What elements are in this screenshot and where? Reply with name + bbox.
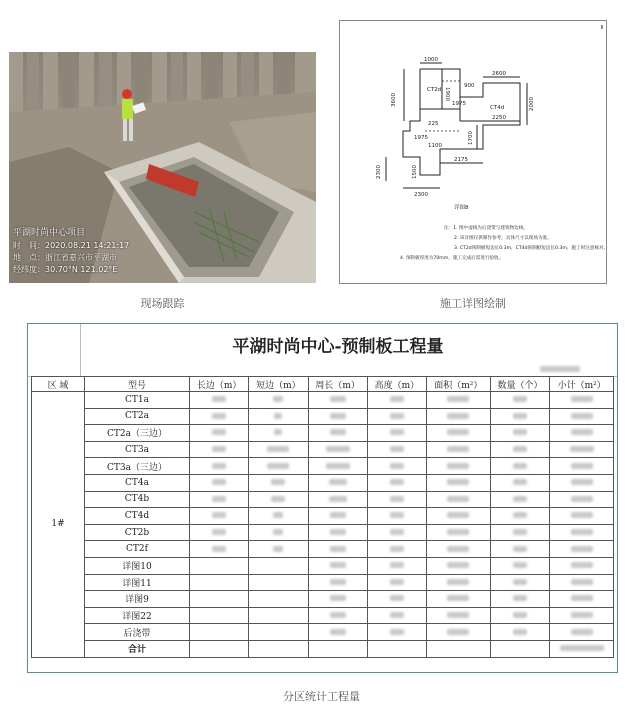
value-cell — [550, 408, 614, 425]
value-cell — [427, 458, 491, 475]
value-cell — [367, 524, 426, 541]
model-cell: 详图10 — [85, 557, 190, 574]
redacted-value — [271, 496, 285, 502]
redacted-value — [447, 413, 469, 419]
drawing-note-3: 3. CT2d预制板短边长0.3m，CT4d预制板短边长0.3m，施工时注意核对。 — [454, 246, 606, 251]
value-cell — [550, 557, 614, 574]
redacted-value — [447, 446, 469, 452]
table-row — [32, 458, 614, 475]
redacted-value — [571, 579, 593, 585]
total-value-cell — [308, 640, 367, 657]
drawing-note-1: 注：1. 图中虚线为后浇带与建筑物边线。 — [444, 226, 528, 231]
redacted-value — [330, 579, 346, 585]
redacted-value — [390, 529, 404, 535]
value-cell — [190, 392, 249, 409]
value-cell — [367, 591, 426, 608]
redacted-value — [271, 479, 285, 485]
drawing-caption: 详图8 — [454, 205, 469, 211]
value-cell — [490, 524, 550, 541]
value-cell — [249, 591, 308, 608]
value-cell — [249, 491, 308, 508]
redacted-value — [447, 546, 469, 552]
overlay-location: 地 点：浙江省嘉兴市平湖市 — [13, 253, 117, 262]
value-cell — [550, 574, 614, 591]
redacted-value — [513, 612, 527, 618]
redacted-value — [513, 629, 527, 635]
redacted-value — [273, 396, 283, 402]
value-cell — [190, 508, 249, 525]
value-cell — [427, 541, 491, 558]
redacted-value — [330, 595, 346, 601]
value-cell — [490, 541, 550, 558]
redacted-value — [513, 562, 527, 568]
total-value-cell — [190, 640, 249, 657]
dim-1900: 1900 — [444, 87, 450, 101]
redacted-value — [390, 463, 404, 469]
value-cell — [308, 624, 367, 641]
value-cell — [308, 425, 367, 442]
table-row — [32, 474, 614, 491]
value-cell — [427, 474, 491, 491]
value-cell — [249, 392, 308, 409]
overlay-time: 时 间：2020.08.21 14:21:17 — [13, 241, 130, 250]
redacted-value — [513, 446, 527, 452]
dim-2300b: 2300 — [414, 192, 428, 198]
model-cell: CT2b — [85, 524, 190, 541]
value-cell — [550, 624, 614, 641]
value-cell — [490, 425, 550, 442]
redacted-value — [390, 446, 404, 452]
total-value-cell — [427, 640, 491, 657]
value-cell — [367, 624, 426, 641]
value-cell — [308, 541, 367, 558]
dim-2250: 2250 — [492, 115, 506, 121]
model-cell: CT1a — [85, 392, 190, 409]
value-cell — [490, 574, 550, 591]
dim-2300a: 2300 — [376, 165, 382, 179]
value-cell — [490, 508, 550, 525]
redacted-value — [273, 529, 283, 535]
value-cell — [190, 491, 249, 508]
drawing-note-4: 4. 预制板厚度为70mm，施工完成后需进行验收。 — [400, 256, 504, 261]
redacted-value — [571, 429, 593, 435]
redacted-value — [447, 429, 469, 435]
value-cell — [249, 624, 308, 641]
redacted-value — [274, 429, 282, 435]
value-cell — [427, 441, 491, 458]
redacted-value — [390, 579, 404, 585]
dim-2000: 2000 — [529, 97, 535, 111]
quantity-table — [31, 376, 614, 658]
redacted-value — [212, 546, 226, 552]
sheet-title: 平湖时尚中心-预制板工程量 — [232, 337, 444, 357]
value-cell — [367, 607, 426, 624]
redacted-value — [447, 595, 469, 601]
redacted-value — [267, 463, 289, 469]
value-cell — [249, 574, 308, 591]
value-cell — [550, 524, 614, 541]
value-cell — [427, 508, 491, 525]
redacted-value — [570, 446, 594, 452]
value-cell — [249, 508, 308, 525]
value-cell — [490, 392, 550, 409]
value-cell — [308, 557, 367, 574]
value-cell — [367, 574, 426, 591]
redacted-value — [330, 629, 346, 635]
overlay-coords: 经纬度：30.70°N 121.02°E — [13, 265, 118, 274]
value-cell — [490, 408, 550, 425]
dim-2175: 2175 — [454, 157, 468, 163]
value-cell — [367, 541, 426, 558]
value-cell — [190, 574, 249, 591]
redacted-value — [330, 413, 346, 419]
redacted-value — [329, 496, 347, 502]
redacted-value — [571, 396, 593, 402]
value-cell — [367, 508, 426, 525]
header-quantity: 数量（个） — [490, 377, 550, 392]
redacted-value — [571, 629, 593, 635]
dim-1000: 1000 — [424, 57, 438, 63]
value-cell — [190, 441, 249, 458]
value-cell — [190, 408, 249, 425]
value-cell — [190, 607, 249, 624]
value-cell — [308, 574, 367, 591]
value-cell — [550, 392, 614, 409]
value-cell — [427, 524, 491, 541]
dim-1100: 1100 — [428, 143, 442, 149]
redacted-value — [571, 546, 593, 552]
value-cell — [550, 474, 614, 491]
date-blur — [540, 366, 580, 372]
redacted-value — [390, 479, 404, 485]
redacted-value — [267, 446, 289, 452]
redacted-value — [447, 512, 469, 518]
value-cell — [367, 557, 426, 574]
value-cell — [190, 624, 249, 641]
value-cell — [427, 491, 491, 508]
redacted-value — [390, 595, 404, 601]
overlay-project: 平湖时尚中心项目 — [13, 228, 86, 238]
table-row — [32, 392, 614, 409]
value-cell — [490, 591, 550, 608]
drawing-caption-text: 施工详图绘制 — [440, 297, 506, 310]
model-cell: CT4b — [85, 491, 190, 508]
dim-1975a: 1975 — [452, 101, 466, 107]
table-row — [32, 541, 614, 558]
value-cell — [308, 491, 367, 508]
value-cell — [308, 441, 367, 458]
value-cell — [490, 441, 550, 458]
value-cell — [249, 474, 308, 491]
model-cell: CT4a — [85, 474, 190, 491]
total-value-cell — [550, 640, 614, 657]
redacted-value — [330, 512, 346, 518]
redacted-value — [571, 496, 593, 502]
value-cell — [427, 408, 491, 425]
header-model: 型号 — [85, 377, 190, 392]
value-cell — [367, 491, 426, 508]
value-cell — [550, 607, 614, 624]
model-cell: CT3a（三边） — [85, 458, 190, 475]
total-value-cell — [490, 640, 550, 657]
model-cell: 后浇带 — [85, 624, 190, 641]
value-cell — [190, 591, 249, 608]
value-cell — [308, 591, 367, 608]
value-cell — [427, 425, 491, 442]
redacted-value — [212, 463, 226, 469]
redacted-total — [560, 645, 604, 651]
redacted-value — [447, 463, 469, 469]
value-cell — [308, 458, 367, 475]
redacted-value — [513, 429, 527, 435]
total-value-cell — [249, 640, 308, 657]
redacted-value — [273, 512, 283, 518]
redacted-value — [212, 529, 226, 535]
redacted-value — [329, 479, 347, 485]
table-body — [32, 392, 614, 658]
value-cell — [490, 624, 550, 641]
redacted-value — [447, 496, 469, 502]
redacted-value — [212, 413, 226, 419]
value-cell — [427, 574, 491, 591]
value-cell — [367, 458, 426, 475]
table-row — [32, 441, 614, 458]
value-cell — [308, 474, 367, 491]
redacted-value — [447, 629, 469, 635]
redacted-value — [330, 396, 346, 402]
header-height: 高度（m） — [367, 377, 426, 392]
drawing-note-2: 2. 该详图仅供制作参考，具体尺寸以现场为准。 — [454, 236, 552, 241]
redacted-value — [513, 463, 527, 469]
value-cell — [308, 408, 367, 425]
redacted-value — [571, 463, 593, 469]
redacted-value — [390, 512, 404, 518]
header-area: 面积（m²） — [427, 377, 491, 392]
redacted-value — [447, 579, 469, 585]
total-value-cell — [367, 640, 426, 657]
redacted-value — [212, 479, 226, 485]
label-ct2d: CT2d — [427, 87, 442, 93]
total-label: 合计 — [85, 640, 190, 657]
model-cell: 详图11 — [85, 574, 190, 591]
dim-1500: 1500 — [412, 165, 418, 179]
value-cell — [308, 392, 367, 409]
redacted-value — [513, 529, 527, 535]
label-ct4d: CT4d — [490, 105, 505, 111]
value-cell — [190, 425, 249, 442]
redacted-value — [212, 496, 226, 502]
value-cell — [367, 425, 426, 442]
value-cell — [249, 458, 308, 475]
table-row — [32, 491, 614, 508]
value-cell — [490, 607, 550, 624]
value-cell — [249, 541, 308, 558]
redacted-value — [513, 479, 527, 485]
value-cell — [367, 408, 426, 425]
redacted-value — [390, 629, 404, 635]
table-row — [32, 574, 614, 591]
redacted-value — [571, 562, 593, 568]
site-photo — [9, 52, 316, 283]
redacted-value — [390, 546, 404, 552]
table-row — [32, 607, 614, 624]
value-cell — [550, 508, 614, 525]
redacted-value — [212, 429, 226, 435]
redacted-value — [390, 562, 404, 568]
header-subtotal: 小计（m²） — [550, 377, 614, 392]
value-cell — [308, 508, 367, 525]
redacted-value — [326, 463, 350, 469]
value-cell — [490, 458, 550, 475]
value-cell — [427, 607, 491, 624]
redacted-value — [212, 396, 226, 402]
model-cell: CT2a（三边） — [85, 425, 190, 442]
value-cell — [490, 474, 550, 491]
redacted-value — [330, 562, 346, 568]
photo-caption: 现场跟踪 — [140, 297, 185, 310]
value-cell — [367, 392, 426, 409]
redacted-value — [330, 529, 346, 535]
redacted-value — [513, 396, 527, 402]
redacted-value — [513, 579, 527, 585]
table-row — [32, 524, 614, 541]
redacted-value — [447, 529, 469, 535]
redacted-value — [571, 512, 593, 518]
table-header-row — [32, 377, 614, 392]
value-cell — [427, 392, 491, 409]
table-row — [32, 557, 614, 574]
dim-225: 225 — [428, 121, 439, 127]
table-row — [32, 425, 614, 442]
value-cell — [490, 491, 550, 508]
value-cell — [550, 491, 614, 508]
dim-1700: 1700 — [468, 131, 474, 145]
model-cell: CT3a — [85, 441, 190, 458]
value-cell — [249, 408, 308, 425]
value-cell — [249, 425, 308, 442]
value-cell — [190, 541, 249, 558]
redacted-value — [390, 413, 404, 419]
drawing-canvas — [340, 21, 606, 283]
value-cell — [490, 557, 550, 574]
redacted-value — [571, 612, 593, 618]
model-cell: 详图9 — [85, 591, 190, 608]
dim-900: 900 — [464, 83, 475, 89]
redacted-value — [273, 546, 283, 552]
value-cell — [190, 524, 249, 541]
redacted-value — [330, 546, 346, 552]
value-cell — [190, 474, 249, 491]
value-cell — [367, 474, 426, 491]
value-cell — [427, 557, 491, 574]
redacted-value — [274, 413, 282, 419]
redacted-value — [390, 496, 404, 502]
dim-1975b: 1975 — [414, 135, 428, 141]
model-cell: CT2a — [85, 408, 190, 425]
value-cell — [550, 591, 614, 608]
redacted-value — [571, 595, 593, 601]
header-perimeter: 周长（m） — [308, 377, 367, 392]
redacted-value — [513, 496, 527, 502]
header-long-side: 长边（m） — [190, 377, 249, 392]
model-cell: CT4d — [85, 508, 190, 525]
quantity-sheet — [27, 323, 618, 673]
table-caption: 分区统计工程量 — [283, 690, 360, 703]
value-cell — [427, 591, 491, 608]
redacted-value — [330, 612, 346, 618]
model-cell: CT2f — [85, 541, 190, 558]
redacted-value — [330, 429, 346, 435]
dim-3600: 3600 — [391, 93, 397, 107]
zone-cell: 1# — [32, 392, 85, 658]
table-row — [32, 591, 614, 608]
redacted-value — [447, 612, 469, 618]
total-row — [32, 640, 614, 657]
table-row — [32, 408, 614, 425]
header-zone: 区 域 — [32, 377, 85, 392]
redacted-value — [447, 562, 469, 568]
redacted-value — [513, 546, 527, 552]
value-cell — [249, 524, 308, 541]
redacted-value — [513, 595, 527, 601]
value-cell — [550, 541, 614, 558]
value-cell — [367, 441, 426, 458]
value-cell — [550, 425, 614, 442]
dim-2600: 2600 — [492, 71, 506, 77]
detail-drawing — [339, 20, 607, 284]
value-cell — [190, 458, 249, 475]
redacted-value — [390, 396, 404, 402]
table-row — [32, 508, 614, 525]
value-cell — [249, 441, 308, 458]
value-cell — [190, 557, 249, 574]
redacted-value — [390, 612, 404, 618]
redacted-value — [571, 413, 593, 419]
redacted-value — [390, 429, 404, 435]
header-short-side: 短边（m） — [249, 377, 308, 392]
value-cell — [308, 524, 367, 541]
value-cell — [308, 607, 367, 624]
redacted-value — [447, 479, 469, 485]
table-row — [32, 624, 614, 641]
redacted-value — [571, 479, 593, 485]
redacted-value — [212, 446, 226, 452]
redacted-value — [513, 512, 527, 518]
redacted-value — [447, 396, 469, 402]
redacted-value — [571, 529, 593, 535]
value-cell — [249, 557, 308, 574]
value-cell — [550, 458, 614, 475]
model-cell: 详图22 — [85, 607, 190, 624]
value-cell — [249, 607, 308, 624]
redacted-value — [212, 512, 226, 518]
redacted-value — [326, 446, 350, 452]
value-cell — [427, 624, 491, 641]
value-cell — [550, 441, 614, 458]
redacted-value — [513, 413, 527, 419]
